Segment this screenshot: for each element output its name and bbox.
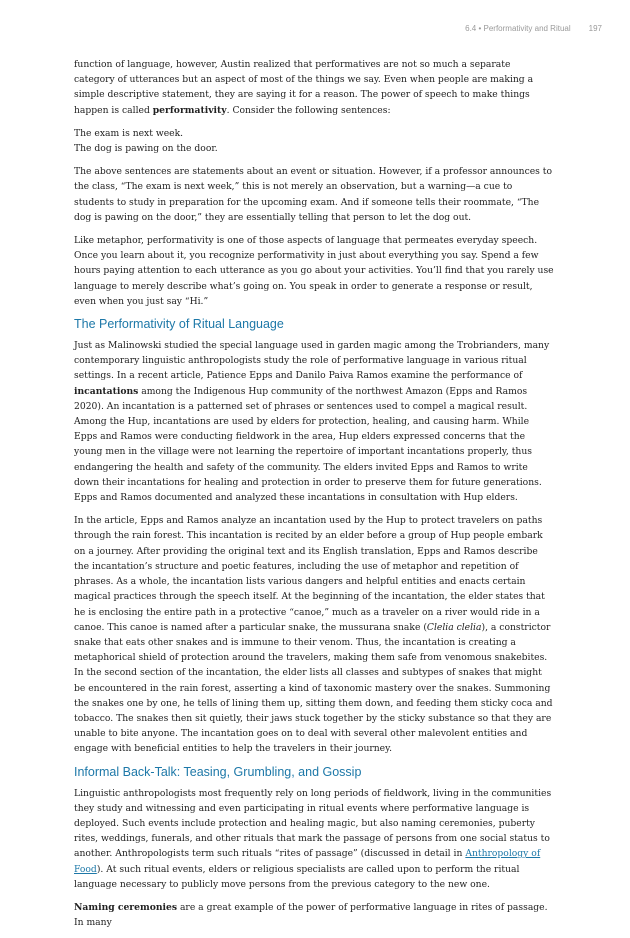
ritual-paragraph-2 [74, 513, 554, 756]
section-heading-ritual-language: The Performativity of Ritual Language [74, 317, 284, 332]
term-incantations: incantations [74, 385, 139, 397]
example-sentence-2: The dog is pawing on the door. [74, 143, 218, 155]
intro-p1-text-b: . Consider the following sentences: [226, 104, 391, 116]
ritual-p1-text-a: Just as Malinowski studied the special language used in garden magic among the Trobrianders, many contemporary linguistic anthropologists study the role of performative language in various ritual settings. In a recent article, Patience Epps and Danilo Paiva Ramos examine the performance of [74, 340, 550, 382]
backtalk-p1-text-a: Linguistic anthropologists most frequently rely on long periods of fieldwork, living in the communities they study and witnessing and even participating in ritual events where performative language is deployed. Such events include protection and healing magic, but also naming ceremonies, puberty rites, weddings, funerals, and other rituals that mark the passage of persons from one social status to another. Anthropologists term such rituals “rites of passage” (discussed in detail in [74, 787, 552, 860]
backtalk-paragraph-1 [74, 786, 554, 892]
example-sentence-1: The exam is next week. [74, 127, 184, 139]
ritual-p2-text-a: In the article, Epps and Ramos analyze an incantation used by the Hup to protect travelers on paths through the rain forest. This incantation is recited by an elder before a group of Hup people embark on a journey. After providing the original text and its English translation, Epps and Ramos describe the incantation’s structure and poetic features, including the use of metaphor and repetition of phrases. As a whole, the incantation lists various dangers and helpful entities and enacts certain magical practices through the speech itself. At the beginning of the incantation, the elder states that he is enclosing the entire path in a protective “canoe,” much as a traveler on a river would ride in a canoe. This canoe is named after a particular snake, the mussurana snake ( [74, 515, 545, 633]
anthropology-of-food-link[interactable]: Anthropology of Food [74, 848, 541, 875]
page-number: 197 [588, 24, 602, 33]
backtalk-p1-text-b: ). At such ritual events, elders or religious specialists are called upon to perform the ritual language necessary to publicly move persons from the previous category to the new one. [74, 863, 520, 890]
term-naming-ceremonies: Naming ceremonies [74, 901, 178, 913]
section-heading-back-talk: Informal Back-Talk: Teasing, Grumbling, and Gossip [74, 764, 362, 779]
intro-paragraph-1 [74, 57, 554, 118]
ritual-paragraph-1 [74, 338, 554, 505]
ritual-p1-text-b: among the Indigenous Hup community of the northwest Amazon (Epps and Ramos 2020). An incantation is a patterned set of phrases or sentences used to compel a magical result. Among the Hup, incantations are used by elders for protection, healing, and causing harm. While Epps and Ramos were conducting fieldwork in the area, Hup elders expressed concerns that the young men in the village were not learning the repertoire of important incantations properly, thus endangering the health and safety of the community. The elders invited Epps and Ramos to write down their incantations for healing and protection in order to preserve them for future generations. Epps and Ramos documented and analyzed these incantations in consultation with Hup elders. [74, 385, 542, 504]
running-header-section: 6.4 • Performativity and Ritual [465, 24, 571, 33]
running-header [465, 24, 602, 33]
page-body [74, 57, 554, 938]
backtalk-paragraph-2 [74, 900, 554, 930]
intro-paragraph-3: Like metaphor, performativity is one of those aspects of language that permeates everyday speech. Once you learn about it, you recognize performativity in just about everything you say. Spend a few hours paying attention to each utterance as you go about your activities. You’ll find that you rarely use language to merely describe what’s going on. You speak in order to generate a response or result, even when you just say “Hi.” [74, 235, 554, 307]
term-performativity: performativity [152, 104, 227, 116]
species-name: Clelia clelia [426, 621, 482, 633]
backtalk-p2-text-b: are a great example of the power of performative language in rites of passage. In many [74, 901, 548, 929]
intro-p1-text-a: function of language, however, Austin realized that performatives are not so much a separate category of utterances but an aspect of most of the things we say. Even when people are making a simple descriptive statement, they are saying it for a reason. The power of speech to make things happen is called [74, 59, 534, 116]
ritual-p2-text-b: ), a constrictor snake that eats other snakes and is immune to their venom. Thus, the incantation is creating a metaphorical shield of protection around the travelers, making them safe from venomous snakebites. In the second section of the incantation, the elder lists all classes and subtypes of snakes that might be encountered in the rain forest, asserting a kind of taxonomic mastery over the snakes. Summoning the snakes one by one, he tells of lining them up, sitting them down, and feeding them sticky coca and tobacco. The snakes then sit quietly, their jaws stuck together by the sticky substance so that they are unable to bite anyone. The incantation goes on to deal with several other malevolent entities and engage with beneficial entities to help the travelers in their journey. [74, 621, 553, 755]
intro-paragraph-2: The above sentences are statements about an event or situation. However, if a professor announces to the class, “The exam is next week,” this is not merely an observation, but a warning—a cue to students to study in preparation for the upcoming exam. And if someone tells their roommate, “The dog is pawing on the door,” they are essentially telling that person to let the dog out. [74, 166, 553, 223]
